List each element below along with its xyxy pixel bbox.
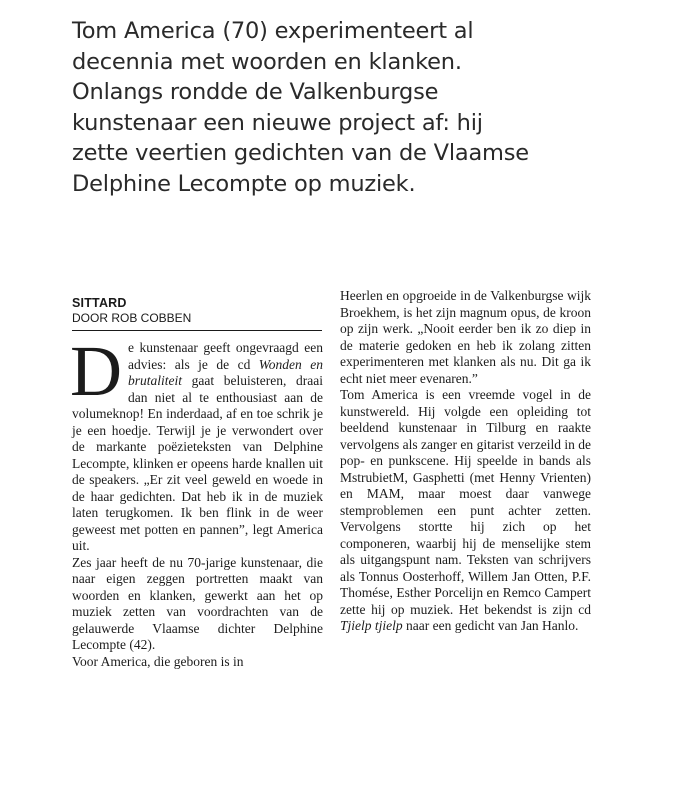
drop-cap: D — [70, 331, 122, 411]
paragraph: Zes jaar heeft de nu 70-jarige kunstenaar, die naar eigen zeggen portretten maakt van woorden en klanken, gewerkt aan het op muziek zetten van voordrachten van de gelauwerde Vlaamse dichter Delphine Lecompte (42). — [72, 554, 323, 652]
cd-title: Tjielp tjielp — [340, 618, 403, 633]
intro-lead — [72, 16, 672, 199]
paragraph — [340, 387, 591, 635]
article-column-1 — [70, 331, 323, 670]
intro-line: Tom America (70) experimenteert al — [72, 18, 474, 44]
paragraph-text: naar een gedicht van Jan Hanlo. — [402, 618, 579, 633]
cd-title: Wonden en brutaliteit — [128, 356, 323, 388]
intro-line: zette veertien gedichten van de Vlaamse — [72, 140, 529, 166]
paragraph-text: e kunstenaar geeft ongevraagd een advies: als je de cd — [128, 340, 323, 372]
article-column-2 — [340, 288, 591, 635]
paragraph-text: gaat beluisteren, draai dan niet al te enthousiast aan de volumeknop! En inderdaad, af en toe schrik je je een hoedje. Terwijl je je verwondert over de markante poëzieteksten van Delphine Lecompte, klinken er opeens harde knallen uit de speakers. „Er zit veel geweld en woede in de haar gedichten. Dat heb ik in de muziek laten terugkomen. Ik ben flink in de weer geweest met potten en pannen”, legt America uit. — [72, 373, 323, 553]
paragraph: Heerlen en opgroeide in de Valkenburgse wijk Broekhem, is het zijn magnum opus, de kroon op zijn werk. „Nooit eerder ben ik zo diep in de materie gedoken en heb ik zolang zitten experimenteren met klanken als nu. Dit ga ik echt niet meer evenaren.” — [340, 288, 591, 386]
paragraph: Voor America, die geboren is in — [72, 653, 244, 669]
paragraph-text: Tom America is een vreemde vogel in de kunstwereld. Hij volgde een opleiding tot beeldend kunstenaar in Tilburg en raakte vervolgens als zanger en gitarist verzeild in de pop- en punkscene. Hij speelde in bands als MstrubietM, Gasphetti (met Henny Vrienten) en MAM, maar moest daar vanwege stemproblemen een punt achter zetten. Vervolgens stortte hij zich op het componeren, waarbij hij de menselijke stem als uitgangspunt nam. Teksten van schrijvers als Tonnus Oosterhoff, Willem Jan Otten, P.F. Thomése, Esther Porcelijn en Remco Campert zette hij op muziek. Het bekendst is zijn cd — [340, 387, 591, 617]
intro-line: kunstenaar een nieuwe project af: hij — [72, 109, 483, 136]
intro-line: Onlangs rondde de Valkenburgse — [72, 79, 439, 105]
byline: DOOR ROB COBBEN — [72, 311, 192, 325]
intro-line: decennia met woorden en klanken. — [72, 48, 462, 75]
dateline: SITTARD — [72, 296, 127, 310]
intro-line: Delphine Lecompte op muziek. — [72, 170, 416, 197]
